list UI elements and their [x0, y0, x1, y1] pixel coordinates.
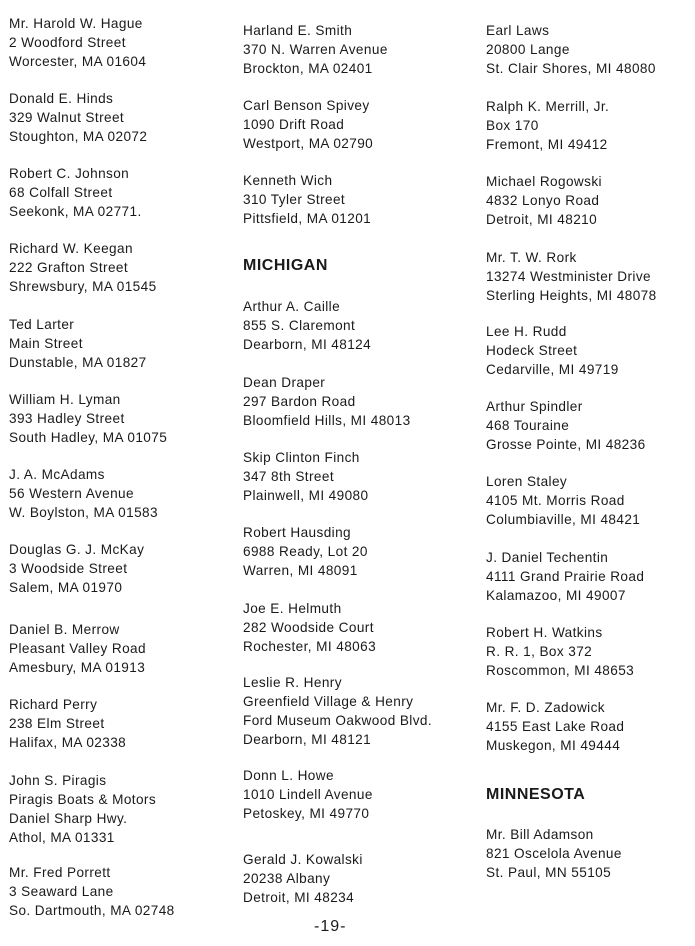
entry-address-line: Shrewsbury, MA 01545: [9, 279, 157, 294]
entry-address-line: Brockton, MA 02401: [243, 61, 373, 76]
address-entry: [243, 171, 371, 228]
entry-address-line: Salem, MA 01970: [9, 580, 123, 595]
entry-address-line: 297 Bardon Road: [243, 394, 356, 409]
entry-address-line: Roscommon, MI 48653: [486, 663, 635, 678]
entry-name: Joe E. Helmuth: [243, 601, 342, 616]
entry-name: John S. Piragis: [9, 773, 107, 788]
entry-name: Loren Staley: [486, 474, 568, 489]
entry-address-line: Warren, MI 48091: [243, 563, 358, 578]
address-entry: [486, 97, 609, 154]
entry-address-line: 329 Walnut Street: [9, 110, 125, 125]
address-entry: [486, 21, 656, 78]
entry-address-line: 1010 Lindell Avenue: [243, 787, 373, 802]
entry-address-line: Muskegon, MI 49444: [486, 738, 621, 753]
entry-name: Dean Draper: [243, 375, 326, 390]
entry-name: Ted Larter: [9, 317, 75, 332]
entry-name: Mr. Harold W. Hague: [9, 16, 143, 31]
entry-address-line: Greenfield Village & Henry: [243, 694, 414, 709]
entry-address-line: Athol, MA 01331: [9, 830, 115, 845]
entry-address-line: Plainwell, MI 49080: [243, 488, 369, 503]
entry-address-line: Amesbury, MA 01913: [9, 660, 146, 675]
address-entry: [9, 620, 146, 677]
address-entry: [9, 315, 147, 372]
entry-address-line: Cedarville, MI 49719: [486, 362, 619, 377]
entry-address-line: 13274 Westminister Drive: [486, 269, 651, 284]
entry-address-line: South Hadley, MA 01075: [9, 430, 168, 445]
entry-address-line: 2 Woodford Street: [9, 35, 126, 50]
entry-address-line: 4832 Lonyo Road: [486, 193, 600, 208]
entry-name: Richard W. Keegan: [9, 241, 133, 256]
entry-name: Leslie R. Henry: [243, 675, 342, 690]
entry-address-line: Pleasant Valley Road: [9, 641, 146, 656]
entry-address-line: St. Paul, MN 55105: [486, 865, 612, 880]
entry-address-line: 370 N. Warren Avenue: [243, 42, 388, 57]
entry-address-line: Halifax, MA 02338: [9, 735, 127, 750]
entry-address-line: Bloomfield Hills, MI 48013: [243, 413, 411, 428]
address-entry: [486, 172, 602, 229]
address-entry: [9, 540, 144, 597]
address-entry: [243, 96, 373, 153]
entry-name: Arthur Spindler: [486, 399, 583, 414]
address-entry: [243, 297, 371, 354]
address-entry: [486, 548, 644, 605]
state-heading: MICHIGAN: [243, 257, 328, 274]
entry-address-line: 393 Hadley Street: [9, 411, 125, 426]
page-number: -19-: [314, 918, 347, 935]
address-entry: [486, 322, 619, 379]
address-entry: [486, 472, 640, 529]
address-entry: [243, 766, 373, 823]
entry-address-line: Petoskey, MI 49770: [243, 806, 370, 821]
entry-address-line: Kalamazoo, MI 49007: [486, 588, 626, 603]
entry-name: Mr. Bill Adamson: [486, 827, 594, 842]
address-entry: [9, 465, 158, 522]
entry-address-line: W. Boylston, MA 01583: [9, 505, 158, 520]
address-entry: [9, 164, 142, 221]
entry-address-line: 1090 Drift Road: [243, 117, 345, 132]
entry-name: Harland E. Smith: [243, 23, 353, 38]
entry-address-line: Detroit, MI 48210: [486, 212, 598, 227]
state-heading: MINNESOTA: [486, 786, 586, 803]
address-entry: [486, 698, 624, 755]
entry-address-line: Grosse Pointe, MI 48236: [486, 437, 646, 452]
entry-name: Daniel B. Merrow: [9, 622, 120, 637]
entry-address-line: 468 Touraine: [486, 418, 570, 433]
entry-address-line: Seekonk, MA 02771.: [9, 204, 142, 219]
entry-address-line: Dunstable, MA 01827: [9, 355, 147, 370]
entry-address-line: Main Street: [9, 336, 83, 351]
address-entry: [243, 21, 388, 78]
entry-address-line: Dearborn, MI 48124: [243, 337, 372, 352]
entry-address-line: Detroit, MI 48234: [243, 890, 355, 905]
entry-address-line: Pittsfield, MA 01201: [243, 211, 372, 226]
entry-name: Donald E. Hinds: [9, 91, 114, 106]
entry-address-line: Piragis Boats & Motors: [9, 792, 157, 807]
entry-address-line: 821 Oscelola Avenue: [486, 846, 622, 861]
entry-address-line: 68 Colfall Street: [9, 185, 113, 200]
entry-name: J. A. McAdams: [9, 467, 105, 482]
address-entry: [243, 673, 432, 749]
address-entry: [9, 14, 146, 71]
entry-name: Douglas G. J. McKay: [9, 542, 145, 557]
address-entry: [486, 623, 634, 680]
entry-address-line: 855 S. Claremont: [243, 318, 356, 333]
entry-name: Robert H. Watkins: [486, 625, 603, 640]
entry-name: Ralph K. Merrill, Jr.: [486, 99, 610, 114]
entry-address-line: Westport, MA 02790: [243, 136, 374, 151]
entry-address-line: 347 8th Street: [243, 469, 334, 484]
entry-address-line: 282 Woodside Court: [243, 620, 374, 635]
entry-address-line: 20238 Albany: [243, 871, 331, 886]
entry-address-line: Worcester, MA 01604: [9, 54, 147, 69]
entry-name: William H. Lyman: [9, 392, 121, 407]
entry-name: Skip Clinton Finch: [243, 450, 360, 465]
entry-address-line: 20800 Lange: [486, 42, 570, 57]
entry-name: Michael Rogowski: [486, 174, 602, 189]
entry-address-line: Stoughton, MA 02072: [9, 129, 148, 144]
entry-name: Mr. F. D. Zadowick: [486, 700, 605, 715]
address-entry: [486, 248, 657, 305]
entry-name: Arthur A. Caille: [243, 299, 341, 314]
entry-address-line: 3 Woodside Street: [9, 561, 128, 576]
entry-name: Lee H. Rudd: [486, 324, 567, 339]
address-entry: [9, 89, 147, 146]
entry-name: Carl Benson Spivey: [243, 98, 370, 113]
entry-address-line: So. Dartmouth, MA 02748: [9, 903, 175, 918]
address-entry: [243, 448, 368, 505]
address-entry: [9, 390, 167, 447]
entry-name: J. Daniel Techentin: [486, 550, 609, 565]
entry-address-line: 4155 East Lake Road: [486, 719, 625, 734]
entry-address-line: Sterling Heights, MI 48078: [486, 288, 657, 303]
entry-address-line: Daniel Sharp Hwy.: [9, 811, 128, 826]
address-entry: [243, 599, 376, 656]
entry-name: Mr. Fred Porrett: [9, 865, 111, 880]
entry-name: Robert C. Johnson: [9, 166, 130, 181]
entry-name: Kenneth Wich: [243, 173, 333, 188]
entry-address-line: Columbiaville, MI 48421: [486, 512, 641, 527]
entry-address-line: 3 Seaward Lane: [9, 884, 114, 899]
entry-address-line: Box 170: [486, 118, 539, 133]
entry-name: Robert Hausding: [243, 525, 352, 540]
entry-address-line: Hodeck Street: [486, 343, 578, 358]
entry-name: Mr. T. W. Rork: [486, 250, 577, 265]
entry-address-line: Fremont, MI 49412: [486, 137, 608, 152]
entry-address-line: Ford Museum Oakwood Blvd.: [243, 713, 433, 728]
entry-address-line: St. Clair Shores, MI 48080: [486, 61, 656, 76]
address-entry: [486, 397, 646, 454]
address-entry: [243, 523, 368, 580]
entry-name: Gerald J. Kowalski: [243, 852, 363, 867]
entry-name: Earl Laws: [486, 23, 550, 38]
entry-address-line: R. R. 1, Box 372: [486, 644, 593, 659]
entry-address-line: Rochester, MI 48063: [243, 639, 377, 654]
entry-address-line: 4105 Mt. Morris Road: [486, 493, 625, 508]
entry-address-line: 6988 Ready, Lot 20: [243, 544, 368, 559]
entry-name: Richard Perry: [9, 697, 98, 712]
entry-name: Donn L. Howe: [243, 768, 334, 783]
address-entry: [9, 239, 157, 296]
entry-address-line: 56 Western Avenue: [9, 486, 134, 501]
address-entry: [9, 771, 156, 847]
address-entry: [243, 373, 411, 430]
entry-address-line: 4111 Grand Prairie Road: [486, 569, 645, 584]
address-entry: [9, 863, 175, 920]
address-entry: [486, 825, 622, 882]
entry-address-line: 310 Tyler Street: [243, 192, 346, 207]
address-entry: [9, 695, 126, 752]
entry-address-line: 238 Elm Street: [9, 716, 105, 731]
entry-address-line: Dearborn, MI 48121: [243, 732, 372, 747]
address-entry: [243, 850, 363, 907]
entry-address-line: 222 Grafton Street: [9, 260, 129, 275]
